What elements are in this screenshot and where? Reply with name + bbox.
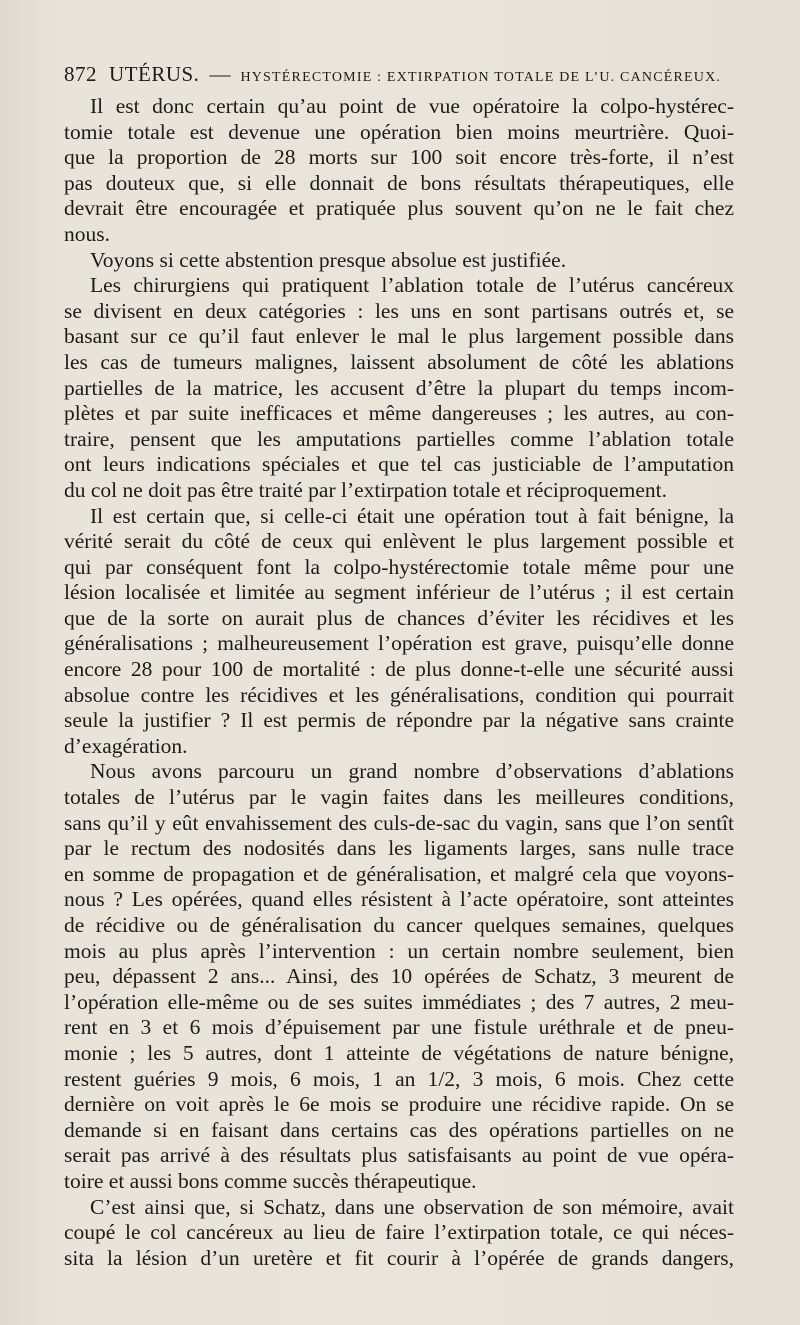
text-line: sita la lésion d’un uretère et fit courir à l’opérée de grands dangers, (64, 1245, 734, 1270)
text-line: encore 28 pour 100 de mortalité : de plus donne-t-elle une sécurité aussi (64, 657, 734, 682)
text-line: seule la justifier ? Il est permis de répondre par la négative sans crainte (64, 708, 734, 733)
running-head-dash: — (209, 62, 231, 86)
text-line: absolue contre les récidives et les généralisations, condition qui pourrait (64, 682, 734, 707)
text-line: plètes et par suite inefficaces et même dangereuses ; les autres, au con- (64, 401, 734, 426)
text-line: rent en 3 et 6 mois d’épuisement par une fistule uréthrale et de pneu- (64, 1015, 734, 1040)
text-line: Les chirurgiens qui pratiquent l’ablation totale de l’utérus cancéreux (90, 273, 734, 298)
running-head-title: UTÉRUS. (109, 62, 200, 86)
text-line: devrait être encouragée et pratiquée plus souvent qu’on ne le fait chez (64, 196, 734, 221)
text-line: C’est ainsi que, si Schatz, dans une observation de son mémoire, avait (90, 1194, 734, 1219)
text-line: l’opération elle-même ou de ses suites immédiates ; des 7 autres, 2 meu- (64, 989, 734, 1014)
text-line: que la proportion de 28 morts sur 100 soit encore très-forte, il n’est (64, 145, 734, 170)
text-line: pas douteux que, si elle donnait de bons résultats thérapeutiques, elle (64, 170, 734, 195)
text-line: basant sur ce qu’il faut enlever le mal le plus largement possible dans (64, 324, 734, 349)
text-line: qui par conséquent font la colpo-hystérectomie totale même pour une (64, 554, 734, 579)
text-line: les cas de tumeurs malignes, laissent absolument de côté les ablations (64, 349, 734, 374)
running-head-subtitle: HYSTÉRECTOMIE : EXTIRPATION TOTALE DE L’U. CANCÉREUX. (240, 70, 722, 85)
text-line: peu, dépassent 2 ans... Ainsi, des 10 opérées de Schatz, 3 meurent de (64, 964, 734, 989)
text-line: du col ne doit pas être traité par l’extirpation totale et réciproquement. (64, 477, 667, 502)
text-line: Nous avons parcouru un grand nombre d’observations d’ablations (90, 759, 734, 784)
text-line: mois au plus après l’intervention : un certain nombre seulement, bien (64, 938, 734, 963)
text-line: par le rectum des nodosités dans les ligaments larges, sans nulle trace (64, 836, 734, 861)
text-line: généralisations ; malheureusement l’opération est grave, puisqu’elle donne (64, 631, 734, 656)
text-line: de récidive ou de généralisation du cancer quelques semaines, quelques (64, 913, 734, 937)
running-head (64, 62, 760, 94)
text-line: se divisent en deux catégories : les uns en sont partisans outrés et, se (64, 298, 734, 323)
text-line: tomie totale est devenue une opération bien moins meurtrière. Quoi- (64, 119, 734, 144)
text-line: restent guéries 9 mois, 6 mois, 1 an 1/2, 3 mois, 6 mois. Chez cette (64, 1066, 734, 1091)
text-line: vérité serait du côté de ceux qui enlèvent le plus largement possible et (64, 529, 734, 554)
text-line: en somme de propagation et de généralisation, et malgré cela que voyons- (64, 861, 734, 886)
text-line: Il est certain que, si celle-ci était une opération tout à fait bénigne, la (90, 503, 734, 528)
text-line: ont leurs indications spéciales et que tel cas justiciable de l’amputation (64, 452, 734, 477)
text-line: monie ; les 5 autres, dont 1 atteinte de végétations de nature bénigne, (64, 1040, 734, 1065)
text-line: Il est donc certain qu’au point de vue opératoire la colpo-hystérec- (90, 94, 734, 118)
text-line: lésion localisée et limitée au segment inférieur de l’utérus ; il est certain (64, 580, 734, 605)
text-line: que de la sorte on aurait plus de chances d’éviter les récidives et les (64, 605, 734, 630)
text-line: totales de l’utérus par le vagin faites dans les meilleures conditions, (64, 785, 734, 810)
text-line: nous ? Les opérées, quand elles résistent à l’acte opératoire, sont atteintes (64, 887, 734, 912)
text-line: Voyons si cette abstention presque absolue est justifiée. (90, 247, 567, 272)
text-line: serait pas arrivé à des résultats plus satisfaisants au point de vue opéra- (64, 1143, 734, 1168)
text-line: d’exagération. (64, 733, 188, 758)
text-line: dernière on voit après le 6e mois se produire une récidive rapide. On se (64, 1092, 734, 1117)
body-text (64, 94, 734, 1271)
text-line: demande si en faisant dans certains cas des opérations partielles on ne (64, 1117, 734, 1142)
text-line: sans qu’il y eût envahissement des culs-de-sac du vagin, sans que l’on sentît (64, 810, 734, 835)
text-line: toire et aussi bons comme succès thérapeutique. (64, 1168, 477, 1193)
text-line: nous. (64, 221, 110, 246)
text-line: traire, pensent que les amputations partielles comme l’ablation totale (64, 426, 734, 451)
text-line: partielles de la matrice, les accusent d’être la plupart du temps incom- (64, 375, 734, 400)
page-number: 872 (64, 62, 97, 86)
text-line: coupé le col cancéreux au lieu de faire l’extirpation totale, ce qui néces- (64, 1220, 734, 1245)
